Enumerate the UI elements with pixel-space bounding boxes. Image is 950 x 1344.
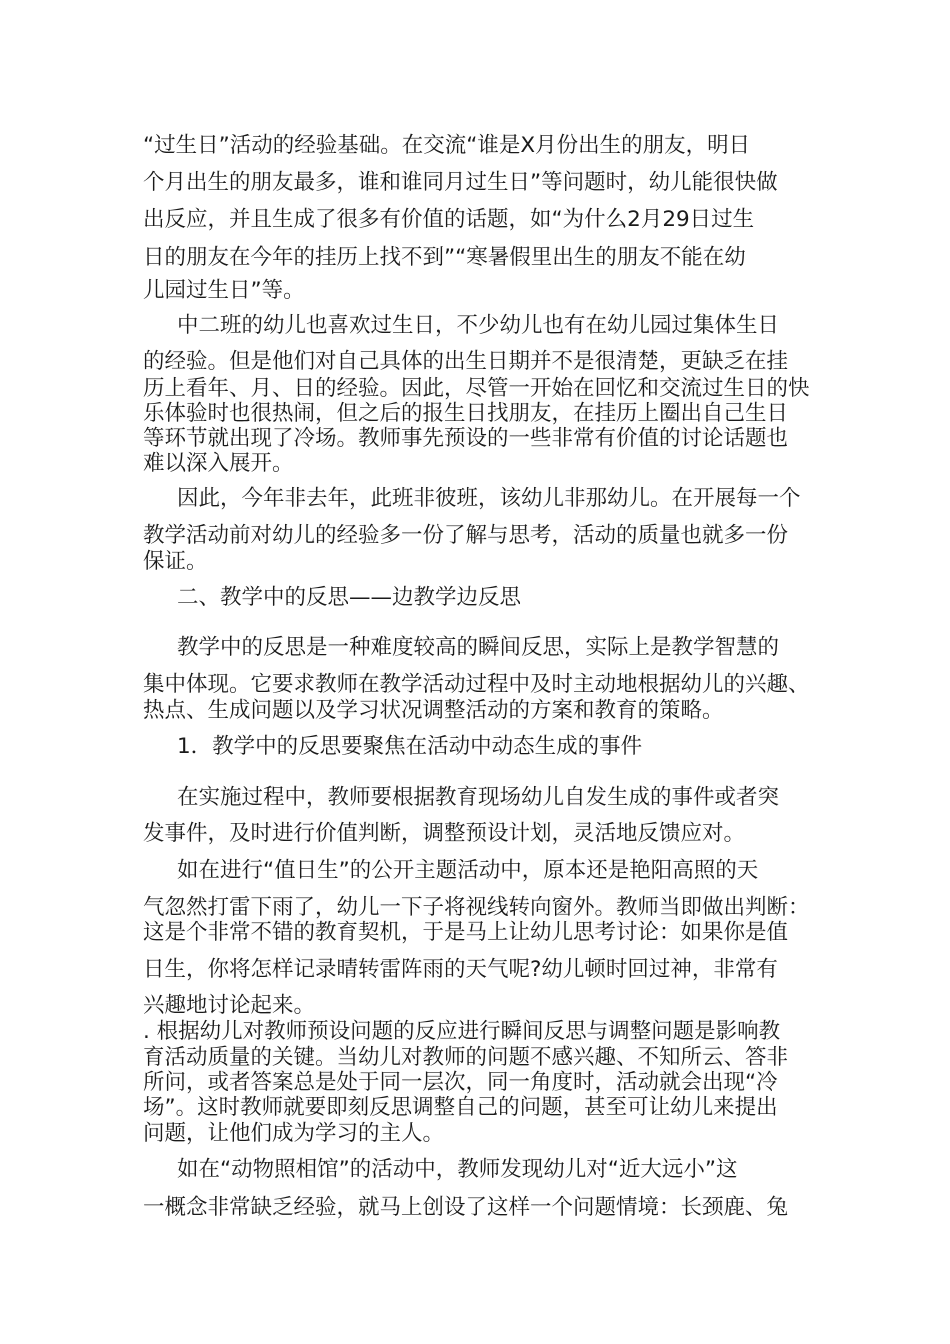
text-line: 中二班的幼儿也喜欢过生日，不少幼儿也有在幼儿园过集体生日 (177, 313, 780, 338)
text-line: 这是个非常不错的教育契机，于是马上让幼儿思考讨论：如果你是值 (143, 920, 789, 945)
text-line: 出反应，并且生成了很多有价值的话题，如“为什么2月29日过生 (143, 207, 755, 232)
text-line: 的经验。但是他们对自己具体的出生日期并不是很清楚，更缺乏在挂 (143, 349, 789, 374)
text-line: 因此，今年非去年，此班非彼班，该幼儿非那幼儿。在开展每一个 (177, 486, 801, 511)
text-line: . 根据幼儿对教师预设问题的反应进行瞬间反思与调整问题是影响教 (143, 1019, 781, 1044)
text-line: 一概念非常缺乏经验，就马上创设了这样一个问题情境：长颈鹿、兔 (143, 1195, 789, 1220)
section-heading: 二、教学中的反思——边教学边反思 (177, 585, 522, 610)
text-line: 乐体验时也很热闹，但之后的报生日找朋友，在挂历上圈出自己生日 (143, 401, 789, 426)
text-line: 所问，或者答案总是处于同一层次，同一角度时，活动就会出现“冷 (143, 1070, 778, 1095)
text-line: 教学活动前对幼儿的经验多一份了解与思考，活动的质量也就多一份 (143, 523, 789, 548)
text-line: 集中体现。它要求教师在教学活动过程中及时主动地根据幼儿的兴趣、 (143, 672, 810, 697)
text-line: 兴趣地讨论起来。 (143, 993, 316, 1018)
text-line: 儿园过生日”等。 (143, 278, 305, 303)
text-line: 日的朋友在今年的挂历上找不到”“寒暑假里出生的朋友不能在幼 (143, 245, 746, 270)
text-line: 气忽然打雷下雨了，幼儿一下子将视线转向窗外。教师当即做出判断： (143, 895, 810, 920)
text-line: “过生日”活动的经验基础。在交流“谁是X月份出生的朋友，明日 (143, 133, 751, 158)
text-line: 如在进行“值日生”的公开主题活动中，原本还是艳阳高照的天 (177, 858, 759, 883)
subsection-heading: 1．教学中的反思要聚焦在活动中动态生成的事件 (177, 734, 643, 759)
text-line: 场”。这时教师就要即刻反思调整自己的问题，甚至可让幼儿来提出 (143, 1095, 778, 1120)
text-line: 历上看年、月、日的经验。因此，尽管一开始在回忆和交流过生日的快 (143, 376, 810, 401)
text-line: 育活动质量的关键。当幼儿对教师的问题不感兴趣、不知所云、答非 (143, 1045, 789, 1070)
text-line: 发事件，及时进行价值判断，调整预设计划，灵活地反馈应对。 (143, 821, 746, 846)
text-line: 问题，让他们成为学习的主人。 (143, 1121, 445, 1146)
text-line: 在实施过程中，教师要根据教育现场幼儿自发生成的事件或者突 (177, 785, 780, 810)
text-line: 保证。 (143, 549, 208, 574)
text-line: 个月出生的朋友最多，谁和谁同月过生日”等问题时，幼儿能很快做 (143, 170, 778, 195)
text-line: 如在“动物照相馆”的活动中，教师发现幼儿对“近大远小”这 (177, 1157, 738, 1182)
text-line: 教学中的反思是一种难度较高的瞬间反思，实际上是教学智慧的 (177, 635, 780, 660)
text-line: 难以深入展开。 (143, 451, 294, 476)
text-line: 等环节就出现了冷场。教师事先预设的一些非常有价值的讨论话题也 (143, 426, 789, 451)
text-line: 热点、生成问题以及学习状况调整活动的方案和教育的策略。 (143, 698, 724, 723)
text-line: 日生，你将怎样记录晴转雷阵雨的天气呢?幼儿顿时回过神，非常有 (143, 957, 778, 982)
